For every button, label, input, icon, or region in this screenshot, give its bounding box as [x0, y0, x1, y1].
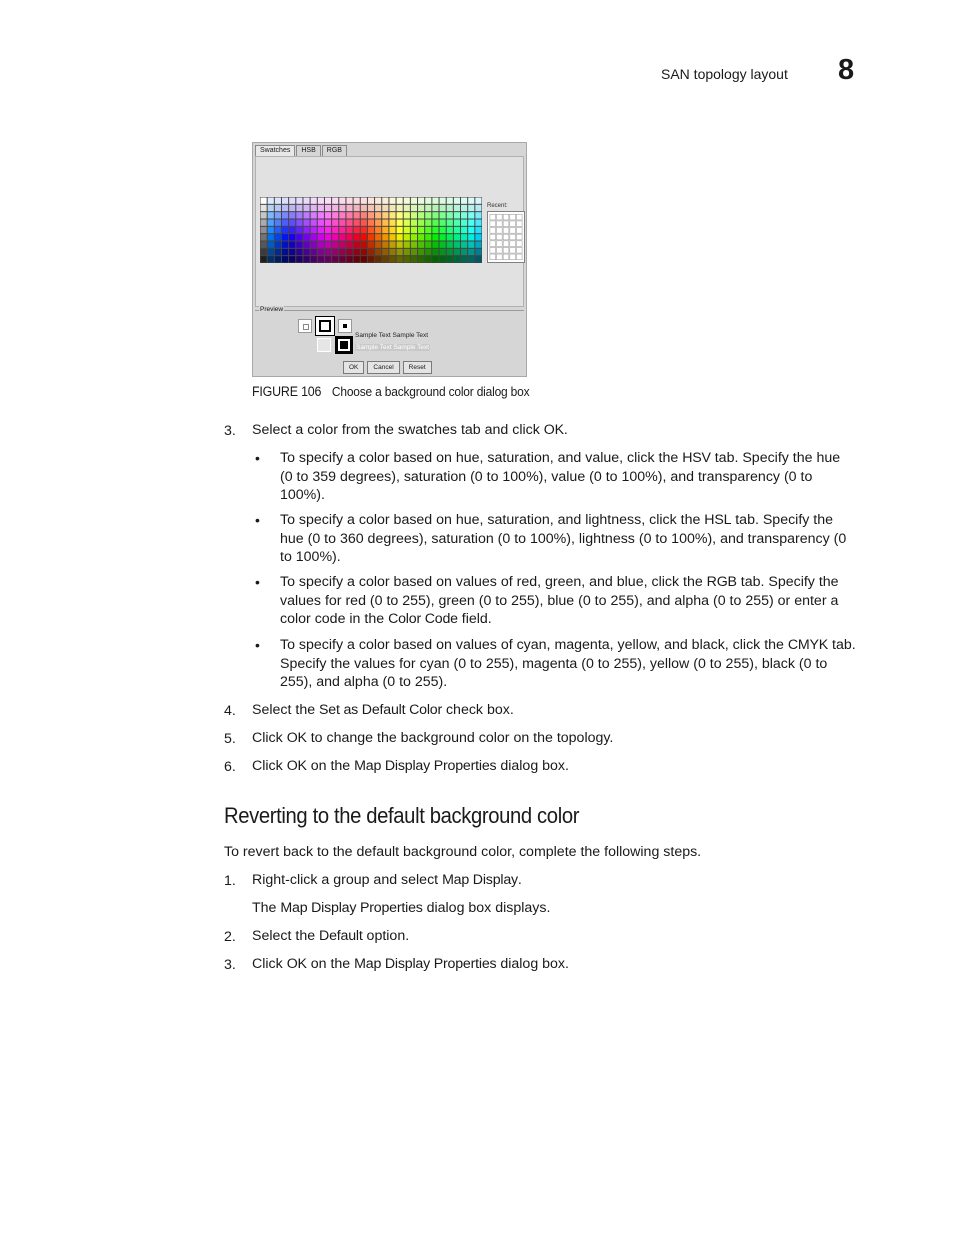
bullet-dot: • — [255, 512, 260, 528]
step-number: 2. — [224, 929, 236, 945]
step-text: Select a color from the swatches tab and click OK. — [252, 422, 568, 438]
step-number: 6. — [224, 759, 236, 775]
step-text: Click OK on the Map Display Properties dialog box. — [252, 956, 569, 972]
step-text: Select the Default option. — [252, 928, 410, 944]
figure-caption — [252, 384, 529, 399]
swatches-panel — [255, 156, 524, 307]
preview-swatch-large-1 — [316, 317, 334, 335]
preview-sample-text-dark: Sample Text Sample Text — [355, 332, 429, 339]
step-text: Right-click a group and select Map Display. — [252, 872, 522, 888]
bullet-rgb: To specify a color based on values of red, green, and blue, click the RGB tab. Specify the values for red (0 to 255), green (0 to 255), blue (0 to 255), and alpha (0 to 255) or enter a color code in the Color Code field. — [280, 574, 839, 627]
recent-label: Recent: — [487, 203, 508, 209]
tab-swatches[interactable]: Swatches — [255, 145, 295, 156]
tab-rgb[interactable]: RGB — [322, 145, 347, 156]
cancel-button[interactable]: Cancel — [367, 361, 399, 374]
running-header-section: SAN topology layout — [661, 66, 788, 82]
step-number: 5. — [224, 731, 236, 747]
preview-swatch-small-3 — [317, 338, 331, 352]
bullet-dot: • — [255, 450, 260, 466]
chapter-number: 8 — [838, 54, 855, 86]
section-heading: Reverting to the default background color — [224, 803, 580, 828]
section-intro: To revert back to the default background color, complete the following steps. — [224, 844, 702, 860]
figure-title: Choose a background color dialog box — [331, 384, 530, 399]
recent-swatch-grid[interactable] — [487, 211, 525, 263]
tab-hsb[interactable]: HSB — [296, 145, 320, 156]
dialog-button-row — [343, 361, 432, 374]
preview-panel — [255, 306, 524, 357]
bullet-hsv: To specify a color based on hue, saturation, and value, click the HSV tab. Specify the hue (0 to 359 degrees), saturation (0 to 100%), value (0 to 100%), and transparency (0 to 100%). — [280, 450, 841, 503]
preview-label: Preview — [260, 306, 284, 313]
bullet-cmyk: To specify a color based on values of cyan, magenta, yellow, and black, click the CMYK tab. Specify the values for cyan (0 to 255), magenta (0 to 255), yellow (0 to 255), black (0 to 255), and alpha (0 to 255). — [280, 637, 856, 690]
swatch-grid[interactable] — [260, 197, 482, 263]
step-number: 4. — [224, 703, 236, 719]
bullet-dot: • — [255, 574, 260, 590]
reset-button[interactable]: Reset — [403, 361, 432, 374]
step-text: Click OK on the Map Display Properties dialog box. — [252, 758, 569, 774]
preview-swatch-small-2 — [338, 319, 352, 333]
step-number: 3. — [224, 957, 236, 973]
color-chooser-dialog — [252, 142, 527, 377]
dialog-tabs — [255, 145, 348, 156]
figure-number: FIGURE 106 — [252, 384, 322, 399]
ok-button[interactable]: OK — [343, 361, 364, 374]
step-number: 3. — [224, 423, 236, 439]
step-number: 1. — [224, 873, 236, 889]
step-text: Click OK to change the background color on the topology. — [252, 730, 614, 746]
preview-swatch-small-1 — [298, 319, 312, 333]
step-result-text: The Map Display Properties dialog box displays. — [252, 900, 551, 916]
preview-sample-text-light: Sample Text Sample Text — [356, 344, 430, 351]
preview-swatch-large-2 — [335, 336, 353, 354]
bullet-hsl: To specify a color based on hue, saturation, and lightness, click the HSL tab. Specify the hue (0 to 360 degrees), saturation (0 to 100%), lightness (0 to 100%), and transparency (0 to 100%). — [280, 512, 847, 565]
step-text: Select the Set as Default Color check box. — [252, 702, 514, 718]
bullet-dot: • — [255, 637, 260, 653]
